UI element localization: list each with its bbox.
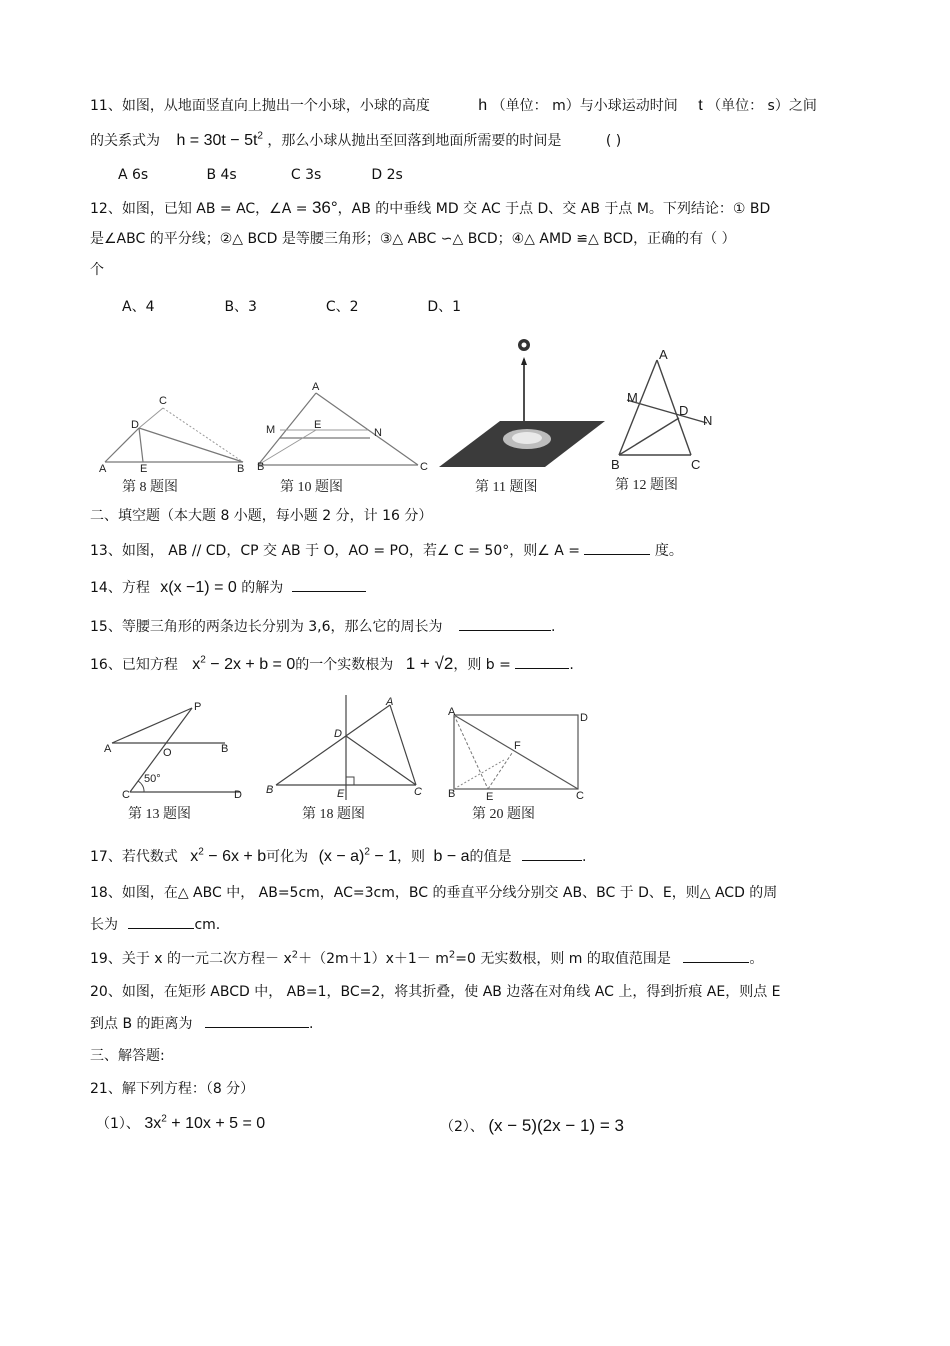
q17-expression [190,848,266,865]
fig20-label-f: F [514,740,521,752]
fig12-label-a: A [659,347,668,362]
q17-tail2: 的值是 [469,849,512,865]
q17-mid: 可化为 [266,849,309,865]
q17-expr-rest: − 6x + b [203,848,267,865]
q16-tail: ，则 b = [453,657,511,673]
q16-blank [515,654,569,669]
q16-text: 16、已知方程 [90,657,178,673]
figure-13 [100,700,250,800]
q11-formula-text: h = 30t − 5t [176,132,258,149]
q18-line1: 18、如图，在△ ABC 中， AB=5cm，AC=3cm，BC 的垂直平分线分别交 AB、BC 于 D、E，则△ ACD 的周 [90,885,778,901]
fig20-label-d: D [580,712,588,724]
figure-12 [605,345,720,475]
section-3-heading: 三、解答题: [90,1048,165,1064]
fig20-label-c: C [576,790,584,802]
q19 [90,948,763,969]
q16 [90,654,574,675]
figure-18 [262,695,430,800]
q11-var-t: t [698,97,703,114]
fig13-label-a: A [104,743,112,755]
q12-option-d: D、1 [427,299,462,315]
fig18-label-a: A [386,696,394,708]
fig8-label-d: D [131,419,139,431]
q11-options [118,165,403,185]
q21-title: 21、解下列方程：（8 分） [90,1081,255,1097]
q11-option-b: B 4s [206,167,237,183]
q12-text1b: ，AB 的中垂线 MD 交 AC 于点 D、交 AB 于点 M。下列结论：① BD [337,201,771,217]
q21-part2 [440,1116,624,1137]
q12-option-c: C、2 [325,299,359,315]
fig12-label-d: D [679,403,689,418]
fig8-label-c: C [159,395,167,407]
fig20-label-e: E [486,791,494,803]
figure-10 [258,378,433,473]
fig12-label-n: N [703,413,713,428]
fig12-label-m: M [627,390,638,405]
q14-tail: 的解为 [241,580,284,596]
q14-text: 14、方程 [90,580,150,596]
q15-tail: . [550,619,556,635]
q11-text3: ，那么小球从抛出至回落到地面所需要的时间是 [267,133,562,149]
q20-line1: 20、如图，在矩形 ABCD 中， AB=1，BC=2，将其折叠，使 AB 边落在对角线 AC 上，得到折痕 AE，则点 E [90,984,781,1000]
q17-expr-x: x [190,848,199,865]
caption-fig8: 第 8 题图 [122,480,178,495]
figure-20 [444,705,594,803]
q18-line2 [90,914,220,935]
q11-unit-t: （单位： s）之间 [707,98,817,114]
section-2-heading: 二、填空题（本大题 8 小题，每小题 2 分，计 16 分） [90,508,433,524]
q12-line2: 是∠ABC 的平分线；②△ BCD 是等腰三角形；③△ ABC ∽△ BCD；④△ AMD ≌△ BCD，正确的有（ ） [90,231,736,247]
q20-text: 到点 B 的距离为 [90,1016,193,1032]
q21-part1 [96,1114,265,1134]
caption-fig10: 第 10 题图 [280,480,343,495]
q16-end: . [569,657,574,673]
fig8-label-b: B [237,463,245,475]
q19-blank [683,948,749,963]
q21-p1-base: 3x [144,1115,162,1132]
q12-option-b: B、3 [224,299,257,315]
q20-blank [205,1013,309,1028]
q19-text: 19、关于 x 的一元二次方程－ x [90,951,292,967]
q14-blank [292,577,366,592]
q11-text: 11、如图，从地面竖直向上抛出一个小球，小球的高度 [90,98,430,114]
q16-eq-rest: − 2x + b = 0 [205,656,296,673]
q17-form-rest: − 1 [369,848,398,865]
fig8-label-e: E [140,463,148,475]
q17-expr-exp: 2 [198,846,204,858]
q13-text: 13、如图， AB // CD，CP 交 AB 于 O，AO = PO，若∠ C = 50°，则∠ A = [90,543,580,559]
q11-option-a: A 6s [118,167,149,183]
q13-blank [584,540,650,555]
fig10-label-m: M [266,424,276,436]
q12-text1: 12、如图，已知 AB = AC，∠A = [90,201,312,217]
fig10-label-e: E [314,419,322,431]
q17-form [319,848,398,865]
q21-part1-equation [144,1115,265,1132]
fig13-label-b: B [221,743,229,755]
fig8-label-a: A [99,463,107,475]
q21-p1-exp: 2 [161,1113,167,1125]
q11-option-c: C 3s [290,167,322,183]
q16-eq-exp: 2 [200,654,206,666]
fig18-label-c: C [414,786,422,798]
q12-angle: 36° [311,198,338,217]
q18-blank [128,914,194,929]
fig20-label-a: A [448,706,456,718]
q11-option-d: D 2s [371,167,403,183]
q16-eq-x: x [192,656,201,673]
caption-fig13: 第 13 题图 [128,807,191,822]
q21-part2-equation: (x − 5)(2x − 1) = 3 [488,1116,624,1135]
q17-blank [522,846,582,861]
q15-text: 15、等腰三角形的两条边长分别为 3,6，那么它的周长为 [90,619,443,635]
fig12-label-c: C [691,457,701,472]
q11-line1 [90,96,817,116]
q14-equation: x(x −1) = 0 [160,579,237,596]
q11-paren: ( ) [605,133,622,149]
q17-form-base: (x − a) [318,848,365,865]
q18-unit: cm. [194,917,221,933]
q18-text: 长为 [90,917,118,933]
q20-line2 [90,1013,313,1034]
fig18-label-b: B [266,784,274,796]
q12-options [122,297,461,317]
figure-11 [435,335,610,475]
q19-exp: 2 [291,949,299,961]
fig10-label-b: B [257,461,265,473]
caption-fig20: 第 20 题图 [472,807,535,822]
q17-target: b − a [433,848,470,865]
fig10-label-c: C [420,461,428,473]
fig13-angle-label: 50° [144,773,161,785]
caption-fig11: 第 11 题图 [475,480,538,495]
q21-p1-rest: + 10x + 5 = 0 [166,1115,266,1132]
q13-tail: 度。 [654,543,683,559]
q17-form-exp: 2 [364,846,370,858]
q16-equation [192,656,295,673]
fig13-label-o: O [163,747,172,759]
fig18-label-d: D [334,728,342,740]
fig13-label-d: D [234,789,242,801]
q19-text2: ＋（2m＋1）x＋1－ m [298,951,449,967]
caption-fig12: 第 12 题图 [615,478,678,493]
fig20-label-b: B [448,788,456,800]
q12-line3: 个 [90,262,104,278]
figure-8 [95,390,255,475]
q19-end: 。 [749,951,764,967]
q11-var-h: h [478,97,488,114]
q11-unit-h: （单位： m）与小球运动时间 [491,98,678,114]
q17-end: . [582,849,587,865]
q12-option-a: A、4 [122,299,155,315]
fig10-label-n: N [374,427,382,439]
q13 [90,540,683,561]
q15 [90,616,555,637]
q17 [90,846,586,867]
q12-line1 [90,198,770,219]
q11-text2: 的关系式为 [90,133,160,149]
q14 [90,577,366,598]
q11-line2 [90,131,621,151]
fig13-label-c: C [122,789,130,801]
caption-fig18: 第 18 题图 [302,807,365,822]
q19-text3: =0 无实数根，则 m 的取值范围是 [455,951,671,967]
q17-text: 17、若代数式 [90,849,178,865]
q21-part2-label: （2）、 [440,1119,484,1135]
fig12-label-b: B [611,457,620,472]
fig10-label-a: A [312,381,320,393]
q11-formula-exp: 2 [257,130,263,142]
q15-blank [459,616,551,631]
q17-tail: ，则 [397,849,426,865]
q21-part1-label: （1）、 [96,1116,140,1132]
q16-root: 1 + √2 [405,654,454,673]
fig18-label-e: E [337,788,345,800]
q16-mid: 的一个实数根为 [295,657,394,673]
q11-formula [176,132,263,149]
q20-end: . [308,1016,314,1032]
q19-exp2: 2 [448,949,456,961]
fig13-label-p: P [194,701,202,713]
